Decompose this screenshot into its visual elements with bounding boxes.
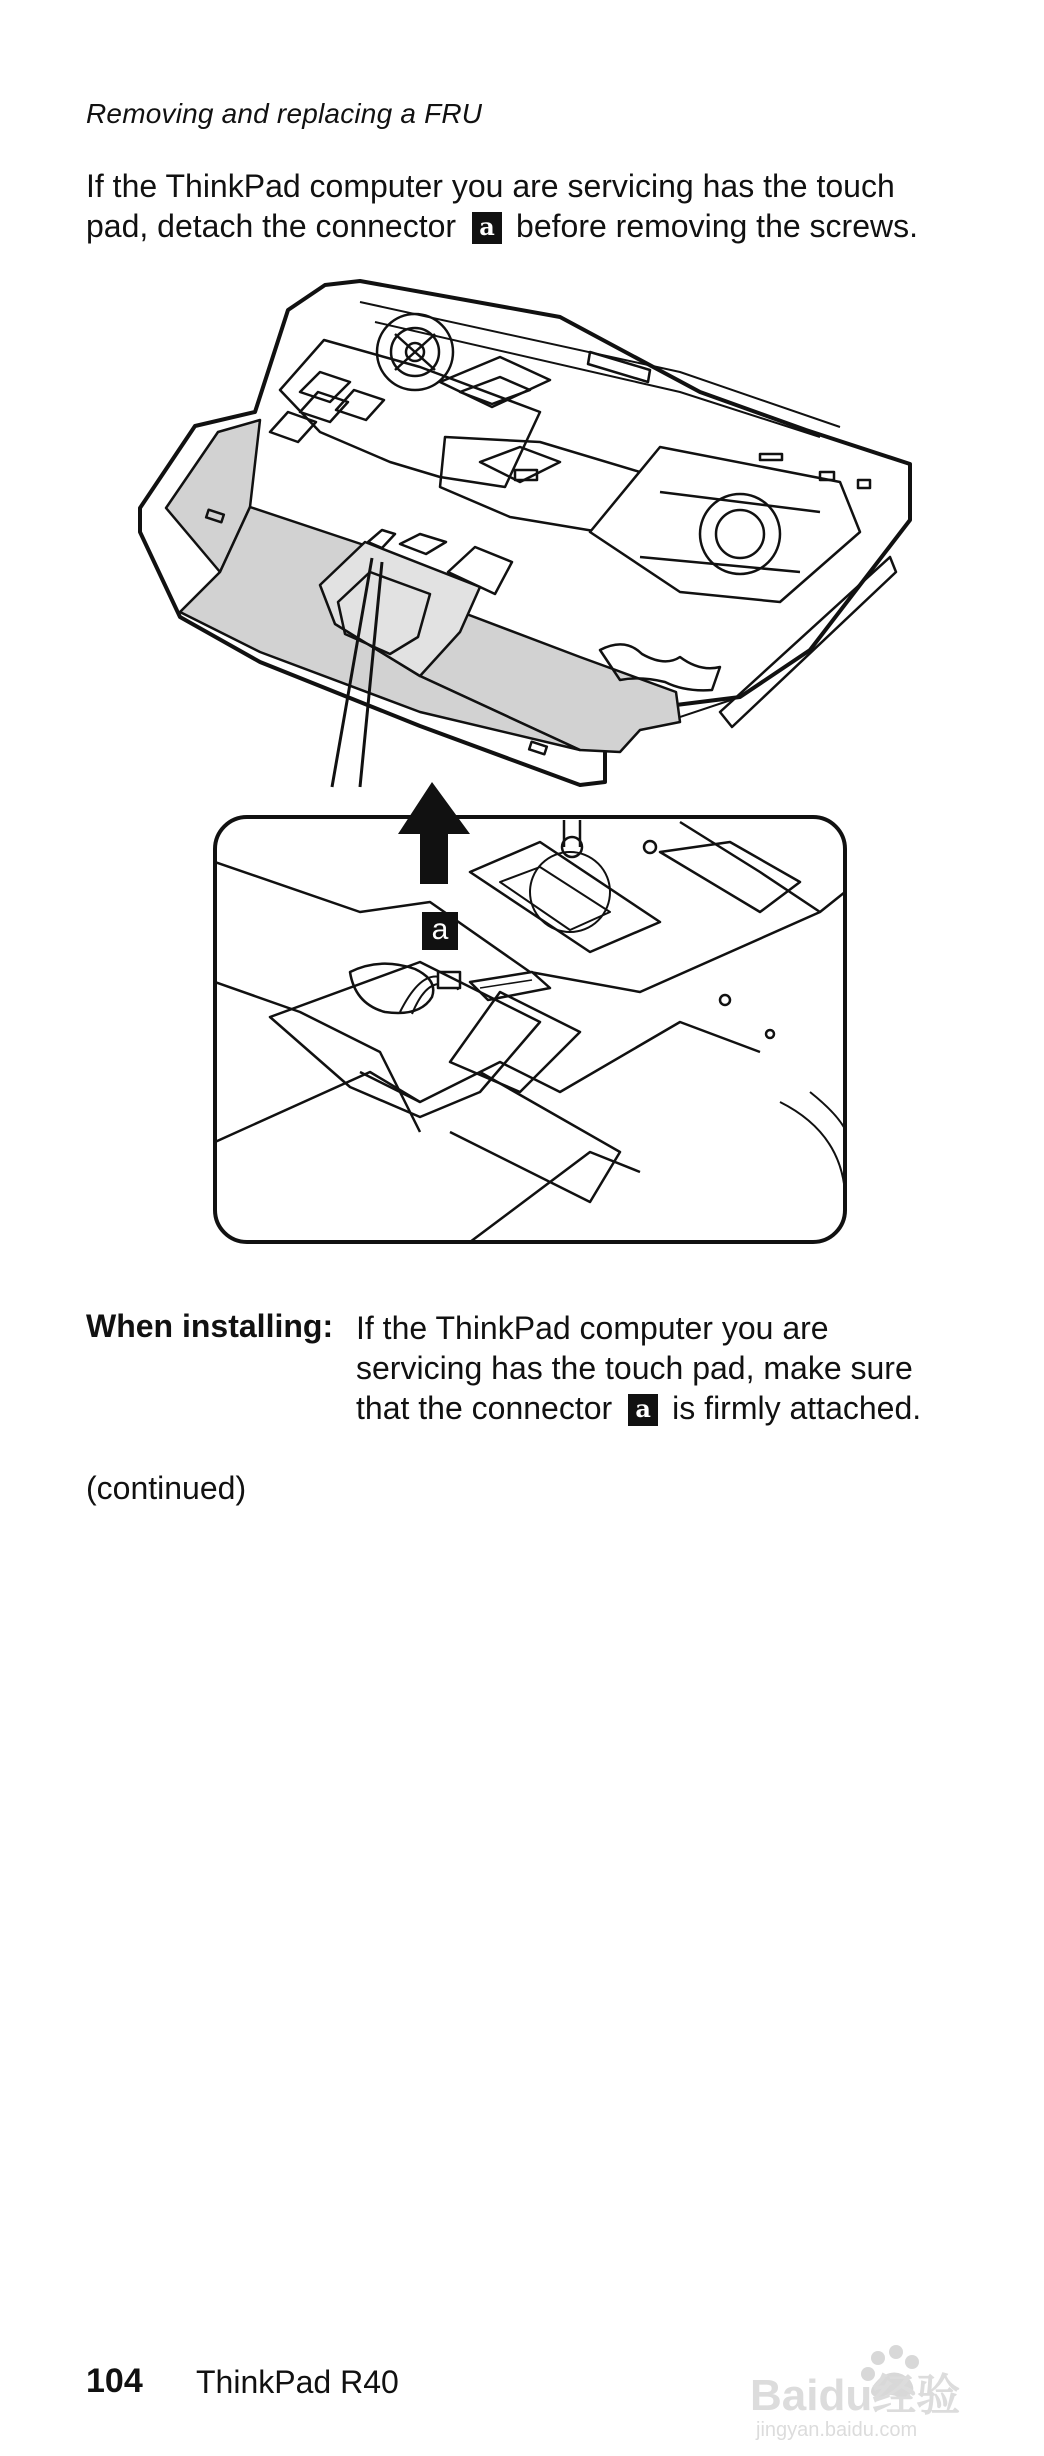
intro-line-2 — [86, 206, 986, 246]
laptop-base-drawing — [140, 281, 910, 785]
intro-line-1: If the ThinkPad computer you are servicing has the touch — [86, 168, 895, 204]
running-head: Removing and replacing a FRU — [86, 98, 483, 129]
intro-line-2-after: before removing the screws. — [516, 208, 918, 244]
install-line-3 — [356, 1388, 996, 1428]
install-line-3-after: is firmly attached. — [672, 1390, 922, 1426]
continued-note: (continued) — [86, 1470, 247, 1506]
install-callout-a-badge: a — [628, 1394, 658, 1426]
install-line-2: servicing has the touch pad, make sure — [356, 1350, 913, 1386]
baidu-watermark-logo — [750, 2340, 1020, 2440]
touchpad-connector-illustration — [120, 272, 940, 1252]
intro-paragraph — [86, 166, 986, 246]
watermark-url-text: jingyan.baidu.com — [756, 2419, 918, 2440]
product-name: ThinkPad R40 — [196, 2364, 399, 2400]
detail-inset — [215, 782, 848, 1242]
install-line-3-before: that the connector — [356, 1390, 613, 1426]
when-installing-label: When installing: — [86, 1308, 334, 1344]
watermark-brand-text: Baidu经验 — [750, 2371, 961, 2420]
when-installing-text — [356, 1308, 996, 1428]
inset-callout-a-badge: a — [422, 912, 458, 950]
callout-a-badge: a — [472, 212, 502, 244]
intro-line-2-before: pad, detach the connector — [86, 208, 457, 244]
page-number: 104 — [86, 2362, 143, 2400]
install-line-1: If the ThinkPad computer you are — [356, 1310, 829, 1346]
